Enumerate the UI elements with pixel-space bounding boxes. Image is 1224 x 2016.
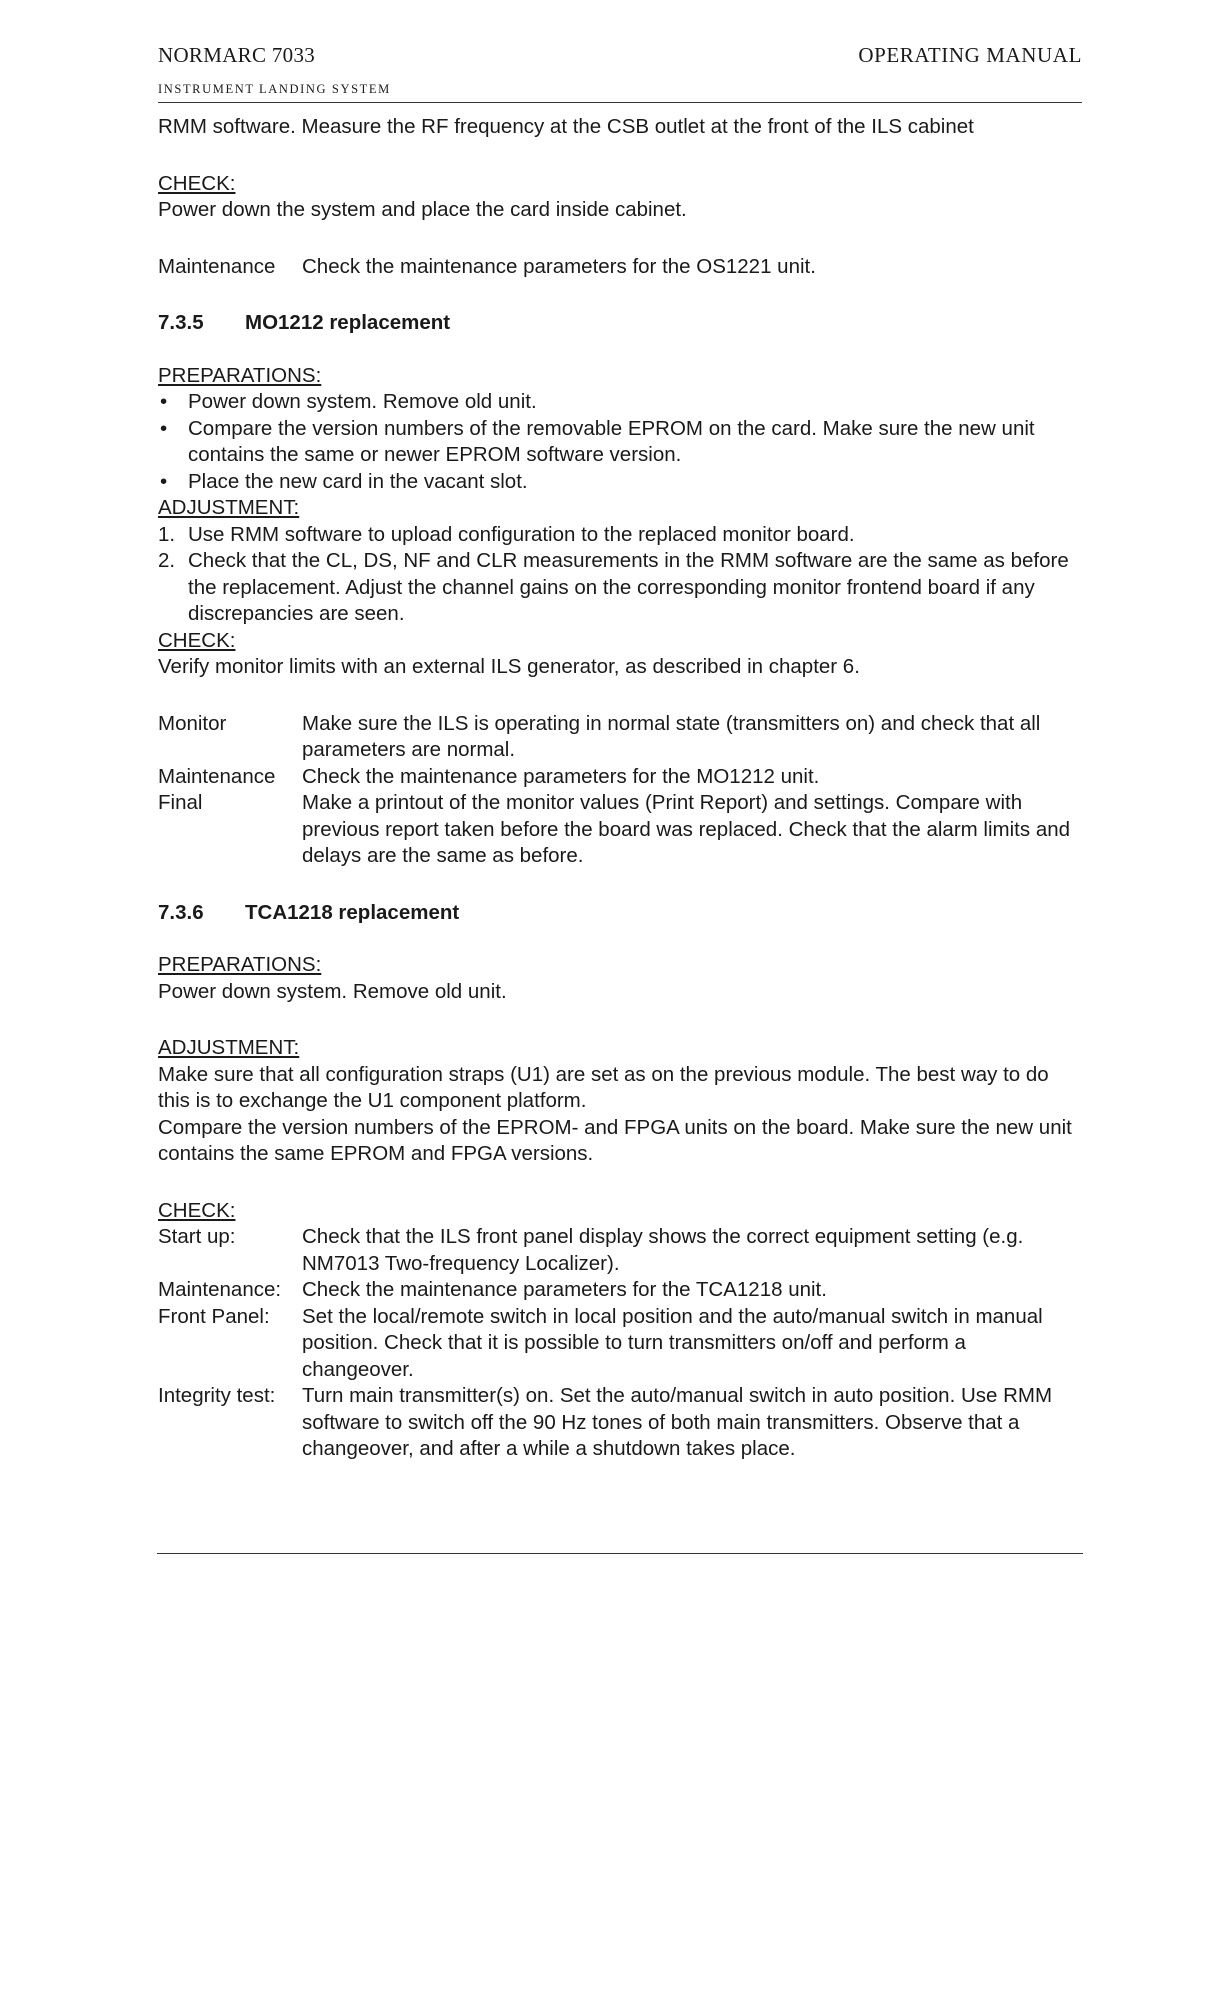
def-key: Monitor xyxy=(158,711,227,735)
footer-rule xyxy=(157,1553,1083,1554)
adjustment-label: ADJUSTMENT: xyxy=(158,1036,300,1059)
def-value: Make sure the ILS is operating in normal state (transmitters on) and check that all parameters are normal. xyxy=(302,711,1041,761)
intro-line: RMM software. Measure the RF frequency at the CSB outlet at the front of the ILS cabinet xyxy=(158,115,974,138)
section-number: 7.3.6 xyxy=(158,900,204,924)
list-item xyxy=(158,548,1083,628)
def-key: Maintenance: xyxy=(158,1278,282,1301)
def-key: Final xyxy=(158,791,203,814)
list-item xyxy=(158,416,1083,469)
list-item-text: Compare the version numbers of the removable EPROM on the card. Make sure the new unit contains the same or newer EPROM software version. xyxy=(188,416,1035,466)
adjustment-paragraph: Make sure that all configuration straps (U1) are set as on the previous module. The best way to do this is to exchange the U1 component platform. xyxy=(158,1062,1049,1112)
list-item-text: Check that the CL, DS, NF and CLR measurements in the RMM software are the same as before the replacement. Adjust the channel gains on the corresponding monitor frontend board if any discrepancies are seen. xyxy=(188,549,1069,625)
check-label: CHECK: xyxy=(158,1198,236,1222)
def-value: Check the maintenance parameters for the TCA1218 unit. xyxy=(302,1278,827,1301)
check-label: CHECK: xyxy=(158,628,236,652)
header-product-subtitle: INSTRUMENT LANDING SYSTEM xyxy=(158,82,391,96)
intro-maintenance-row xyxy=(158,254,1083,281)
list-item-text: Place the new card in the vacant slot. xyxy=(188,469,528,493)
page-content xyxy=(158,114,1083,1463)
header-manual-title: OPERATING MANUAL xyxy=(858,43,1082,67)
def-value: Check the maintenance parameters for the OS1221 unit. xyxy=(302,254,816,278)
intro-check-label: CHECK: xyxy=(158,171,236,195)
definition-list xyxy=(158,711,1083,870)
list-item-text: Power down system. Remove old unit. xyxy=(188,390,537,413)
list-item xyxy=(158,389,1083,416)
def-value: Check the maintenance parameters for the MO1212 unit. xyxy=(302,764,820,788)
list-item xyxy=(158,469,1083,496)
def-key: Maintenance xyxy=(158,254,276,278)
list-item-text: Use RMM software to upload configuration to the replaced monitor board. xyxy=(188,522,855,546)
preparations-text: Power down system. Remove old unit. xyxy=(158,979,507,1003)
preparations-label: PREPARATIONS: xyxy=(158,363,322,387)
list-number: 1. xyxy=(158,522,176,546)
def-key: Maintenance xyxy=(158,764,276,788)
section-heading-7-3-5 xyxy=(158,310,1083,337)
page-header xyxy=(158,42,1082,103)
def-value: Check that the ILS front panel display shows the correct equipment setting (e.g. NM7013 Two-frequency Localizer). xyxy=(302,1225,1024,1275)
header-product-title: NORMARC 7033 xyxy=(158,43,316,67)
section-heading-7-3-6 xyxy=(158,900,1083,927)
section-number: 7.3.5 xyxy=(158,311,204,334)
bullet-mark: • xyxy=(160,469,168,493)
preparations-label: PREPARATIONS: xyxy=(158,953,322,976)
def-key: Start up: xyxy=(158,1225,236,1248)
def-key: Integrity test: xyxy=(158,1384,276,1407)
list-item xyxy=(158,522,1083,549)
adjustment-label: ADJUSTMENT: xyxy=(158,496,300,519)
section-title: TCA1218 replacement xyxy=(245,900,460,924)
bullet-mark: • xyxy=(160,390,168,413)
def-value: Set the local/remote switch in local position and the auto/manual switch in manual position. Check that it is possible to turn transmitters on/off and perform a changeover. xyxy=(302,1304,1043,1381)
preparations-list xyxy=(158,389,1083,495)
check-text: Verify monitor limits with an external ILS generator, as described in chapter 6. xyxy=(158,655,860,678)
intro-check-text: Power down the system and place the card inside cabinet. xyxy=(158,198,687,221)
bullet-mark: • xyxy=(160,416,168,440)
adjustment-paragraph: Compare the version numbers of the EPROM- and FPGA units on the board. Make sure the new unit contains the same EPROM and FPGA versions. xyxy=(158,1115,1072,1165)
adjustment-list xyxy=(158,522,1083,628)
def-value: Turn main transmitter(s) on. Set the auto/manual switch in auto position. Use RMM software to switch off the 90 Hz tones of both main transmitters. Observe that a changeover, and after a while a shutdown takes place. xyxy=(302,1384,1053,1460)
check-definition-list xyxy=(158,1224,1083,1463)
def-key: Front Panel: xyxy=(158,1304,270,1328)
section-title: MO1212 replacement xyxy=(245,311,451,334)
def-value: Make a printout of the monitor values (Print Report) and settings. Compare with previous report taken before the board was replaced. Check that the alarm limits and delays are the same as before. xyxy=(302,791,1071,867)
list-number: 2. xyxy=(158,549,176,572)
